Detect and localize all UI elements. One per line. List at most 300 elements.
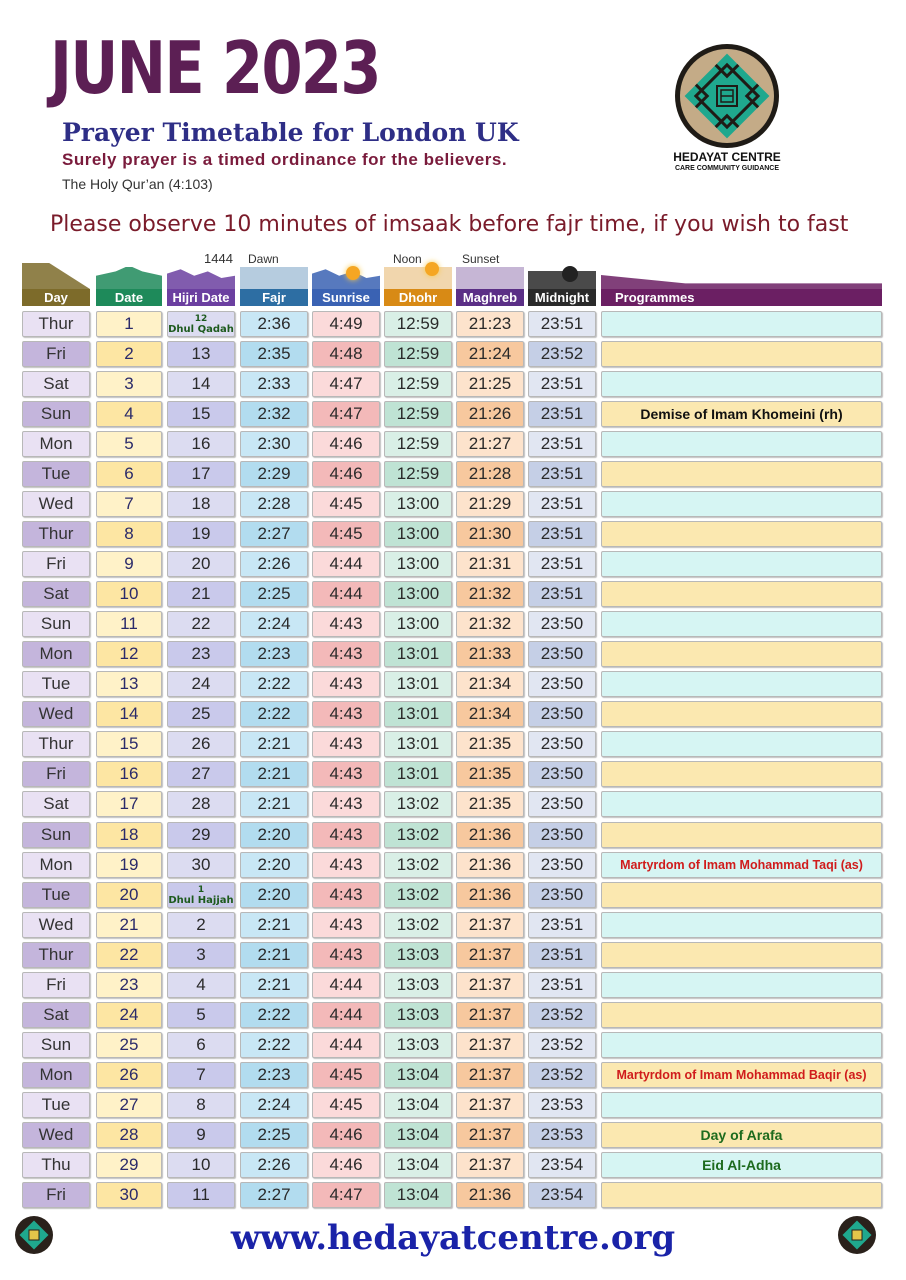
- cell-hijri: 10: [167, 1152, 235, 1178]
- cell-maghreb: 21:31: [456, 551, 524, 577]
- cell-dhohr: 13:04: [384, 1062, 452, 1088]
- cell-hijri: 26: [167, 731, 235, 757]
- cell-hijri: 13: [167, 341, 235, 367]
- cell-maghreb: 21:32: [456, 611, 524, 637]
- cell-date: 18: [96, 822, 162, 848]
- cell-dhohr: 13:02: [384, 912, 452, 938]
- cell-dhohr: 12:59: [384, 431, 452, 457]
- cell-dhohr: 13:02: [384, 791, 452, 817]
- cell-prog: [601, 641, 882, 667]
- cell-date: 25: [96, 1032, 162, 1058]
- cell-maghreb: 21:25: [456, 371, 524, 397]
- cell-dhohr: 13:00: [384, 491, 452, 517]
- cell-dhohr: 13:00: [384, 611, 452, 637]
- cell-day: Wed: [22, 1122, 90, 1148]
- cell-fajr: 2:21: [240, 972, 308, 998]
- cell-hijri: 6: [167, 1032, 235, 1058]
- cell-maghreb: 21:35: [456, 731, 524, 757]
- cell-maghreb: 21:37: [456, 912, 524, 938]
- cell-sunrise: 4:43: [312, 701, 380, 727]
- cell-sunrise: 4:48: [312, 341, 380, 367]
- hijri-month-name: Dhul Qadah: [168, 324, 234, 335]
- column-header-label: Sunrise: [312, 289, 380, 306]
- cell-hijri: 25: [167, 701, 235, 727]
- cell-fajr: 2:25: [240, 1122, 308, 1148]
- cell-hijri: 27: [167, 761, 235, 787]
- cell-fajr: 2:24: [240, 1092, 308, 1118]
- cell-day: Sun: [22, 822, 90, 848]
- logo-name: HEDAYAT CENTRE: [673, 150, 781, 164]
- column-header-label: Programmes: [601, 289, 882, 306]
- cell-day: Sat: [22, 371, 90, 397]
- column-header-prog: [601, 246, 882, 306]
- cell-fajr: 2:32: [240, 401, 308, 427]
- cell-day: Sun: [22, 401, 90, 427]
- cell-fajr: 2:23: [240, 641, 308, 667]
- cell-dhohr: 12:59: [384, 401, 452, 427]
- cell-day: Thur: [22, 521, 90, 547]
- cell-date: 6: [96, 461, 162, 487]
- cell-midnight: 23:50: [528, 791, 596, 817]
- cell-hijri: 22: [167, 611, 235, 637]
- cell-prog: [601, 611, 882, 637]
- cell-sunrise: 4:43: [312, 852, 380, 878]
- cell-day: Thur: [22, 942, 90, 968]
- column-header-label: Maghreb: [456, 289, 524, 306]
- cell-fajr: 2:29: [240, 461, 308, 487]
- cell-day: Mon: [22, 641, 90, 667]
- cell-dhohr: 13:04: [384, 1122, 452, 1148]
- column-header-label: Date: [96, 289, 162, 306]
- cell-prog: [601, 701, 882, 727]
- cell-sunrise: 4:43: [312, 882, 380, 908]
- cell-hijri: 8: [167, 1092, 235, 1118]
- cell-midnight: 23:50: [528, 701, 596, 727]
- cell-hijri: 3: [167, 942, 235, 968]
- cell-hijri: 14: [167, 371, 235, 397]
- cell-dhohr: 12:59: [384, 461, 452, 487]
- cell-dhohr: 13:02: [384, 882, 452, 908]
- cell-fajr: 2:25: [240, 581, 308, 607]
- cell-hijri: 23: [167, 641, 235, 667]
- cell-fajr: 2:21: [240, 761, 308, 787]
- cell-dhohr: 13:00: [384, 521, 452, 547]
- cell-fajr: 2:23: [240, 1062, 308, 1088]
- cell-fajr: 2:22: [240, 701, 308, 727]
- cell-prog: [601, 1092, 882, 1118]
- cell-sunrise: 4:49: [312, 311, 380, 337]
- cell-midnight: 23:51: [528, 551, 596, 577]
- cell-midnight: 23:50: [528, 882, 596, 908]
- cell-prog: Demise of Imam Khomeini (rh): [601, 401, 882, 427]
- cell-hijri: 18: [167, 491, 235, 517]
- header-shape: [96, 267, 162, 289]
- cell-sunrise: 4:45: [312, 491, 380, 517]
- cell-midnight: 23:53: [528, 1092, 596, 1118]
- cell-date: 23: [96, 972, 162, 998]
- cell-day: Thu: [22, 1152, 90, 1178]
- cell-date: 14: [96, 701, 162, 727]
- cell-day: Sat: [22, 791, 90, 817]
- cell-prog: [601, 1182, 882, 1208]
- cell-sunrise: 4:45: [312, 1062, 380, 1088]
- column-header-label: Hijri Date: [167, 289, 235, 306]
- cell-maghreb: 21:37: [456, 942, 524, 968]
- cell-prog: [601, 1032, 882, 1058]
- cell-sunrise: 4:46: [312, 1152, 380, 1178]
- cell-midnight: 23:54: [528, 1182, 596, 1208]
- cell-day: Thur: [22, 731, 90, 757]
- cell-fajr: 2:33: [240, 371, 308, 397]
- cell-hijri: 11: [167, 1182, 235, 1208]
- cell-sunrise: 4:46: [312, 1122, 380, 1148]
- cell-sunrise: 4:43: [312, 912, 380, 938]
- cell-day: Tue: [22, 461, 90, 487]
- cell-fajr: 2:30: [240, 431, 308, 457]
- cell-maghreb: 21:29: [456, 491, 524, 517]
- cell-midnight: 23:51: [528, 431, 596, 457]
- cell-sunrise: 4:47: [312, 371, 380, 397]
- hedayat-logo-icon: [673, 42, 781, 150]
- cell-hijri: 24: [167, 671, 235, 697]
- cell-fajr: 2:21: [240, 731, 308, 757]
- cell-midnight: 23:52: [528, 341, 596, 367]
- cell-midnight: 23:52: [528, 1002, 596, 1028]
- cell-maghreb: 21:32: [456, 581, 524, 607]
- cell-midnight: 23:51: [528, 581, 596, 607]
- cell-sunrise: 4:44: [312, 972, 380, 998]
- header-shape: [384, 267, 452, 289]
- cell-day: Sat: [22, 1002, 90, 1028]
- cell-maghreb: 21:26: [456, 401, 524, 427]
- cell-fajr: 2:26: [240, 551, 308, 577]
- cell-hijri: 16: [167, 431, 235, 457]
- cell-dhohr: 13:00: [384, 551, 452, 577]
- cell-sunrise: 4:44: [312, 581, 380, 607]
- cell-maghreb: 21:37: [456, 1122, 524, 1148]
- cell-prog: [601, 431, 882, 457]
- cell-hijri: 15: [167, 401, 235, 427]
- cell-fajr: 2:20: [240, 882, 308, 908]
- cell-maghreb: 21:35: [456, 791, 524, 817]
- cell-dhohr: 13:00: [384, 581, 452, 607]
- column-header-label: Day: [22, 289, 90, 306]
- cell-hijri: 2: [167, 912, 235, 938]
- cell-prog: [601, 461, 882, 487]
- cell-sunrise: 4:47: [312, 401, 380, 427]
- cell-prog: [601, 341, 882, 367]
- cell-date: 20: [96, 882, 162, 908]
- header-shape: [456, 267, 524, 289]
- cell-date: 30: [96, 1182, 162, 1208]
- cell-day: Fri: [22, 551, 90, 577]
- cell-sunrise: 4:44: [312, 551, 380, 577]
- cell-prog: [601, 521, 882, 547]
- cell-sunrise: 4:43: [312, 641, 380, 667]
- cell-dhohr: 13:04: [384, 1092, 452, 1118]
- cell-date: 19: [96, 852, 162, 878]
- cell-prog: [601, 311, 882, 337]
- cell-midnight: 23:51: [528, 521, 596, 547]
- cell-maghreb: 21:36: [456, 852, 524, 878]
- header-shape: [240, 267, 308, 289]
- column-header-label: Dhohr: [384, 289, 452, 306]
- cell-prog: Eid Al-Adha: [601, 1152, 882, 1178]
- cell-date: 24: [96, 1002, 162, 1028]
- noon-label: Noon: [393, 252, 422, 266]
- cell-day: Mon: [22, 852, 90, 878]
- cell-midnight: 23:53: [528, 1122, 596, 1148]
- cell-date: 10: [96, 581, 162, 607]
- cell-hijri: 21: [167, 581, 235, 607]
- website-link[interactable]: www.hedayatcentre.org: [230, 1218, 676, 1258]
- hijri-year-label: 1444: [204, 251, 233, 266]
- cell-dhohr: 13:02: [384, 852, 452, 878]
- cell-day: Sun: [22, 1032, 90, 1058]
- cell-maghreb: 21:37: [456, 1002, 524, 1028]
- cell-date: 12: [96, 641, 162, 667]
- cell-maghreb: 21:23: [456, 311, 524, 337]
- cell-hijri: 19: [167, 521, 235, 547]
- cell-day: Fri: [22, 1182, 90, 1208]
- cell-day: Mon: [22, 1062, 90, 1088]
- cell-midnight: 23:50: [528, 611, 596, 637]
- column-header-label: Midnight: [528, 289, 596, 306]
- cell-prog: Day of Arafa: [601, 1122, 882, 1148]
- cell-fajr: 2:28: [240, 491, 308, 517]
- cell-prog: [601, 761, 882, 787]
- cell-fajr: 2:20: [240, 822, 308, 848]
- cell-midnight: 23:50: [528, 822, 596, 848]
- cell-date: 21: [96, 912, 162, 938]
- cell-maghreb: 21:30: [456, 521, 524, 547]
- cell-midnight: 23:51: [528, 912, 596, 938]
- cell-sunrise: 4:43: [312, 731, 380, 757]
- column-header-label: Fajr: [240, 289, 308, 306]
- cell-prog: [601, 972, 882, 998]
- cell-hijri: 20: [167, 551, 235, 577]
- cell-midnight: 23:50: [528, 671, 596, 697]
- cell-hijri: 9: [167, 1122, 235, 1148]
- cell-maghreb: 21:24: [456, 341, 524, 367]
- cell-maghreb: 21:36: [456, 1182, 524, 1208]
- cell-midnight: 23:54: [528, 1152, 596, 1178]
- logo-tagline: CARE COMMUNITY GUIDANCE: [674, 165, 780, 172]
- sunset-label: Sunset: [462, 252, 500, 266]
- column-header-day: [22, 246, 90, 306]
- cell-day: Sat: [22, 581, 90, 607]
- cell-fajr: 2:21: [240, 912, 308, 938]
- cell-fajr: 2:22: [240, 1002, 308, 1028]
- cell-fajr: 2:27: [240, 521, 308, 547]
- cell-maghreb: 21:37: [456, 1092, 524, 1118]
- cell-dhohr: 13:04: [384, 1182, 452, 1208]
- cell-hijri: 29: [167, 822, 235, 848]
- cell-date: 13: [96, 671, 162, 697]
- cell-fajr: 2:26: [240, 1152, 308, 1178]
- cell-sunrise: 4:45: [312, 521, 380, 547]
- cell-maghreb: 21:36: [456, 822, 524, 848]
- cell-date: 15: [96, 731, 162, 757]
- cell-day: Tue: [22, 882, 90, 908]
- cell-prog: [601, 551, 882, 577]
- cell-midnight: 23:52: [528, 1032, 596, 1058]
- cell-day: Tue: [22, 671, 90, 697]
- imsaak-notice: Please observe 10 minutes of imsaak before fajr time, if you wish to fast: [50, 212, 849, 237]
- cell-day: Thur: [22, 311, 90, 337]
- cell-date: 2: [96, 341, 162, 367]
- cell-maghreb: 21:35: [456, 761, 524, 787]
- cell-dhohr: 13:01: [384, 701, 452, 727]
- cell-fajr: 2:22: [240, 671, 308, 697]
- cell-day: Mon: [22, 431, 90, 457]
- midnight-moon-icon: [562, 266, 578, 282]
- cell-sunrise: 4:43: [312, 671, 380, 697]
- cell-day: Fri: [22, 972, 90, 998]
- cell-sunrise: 4:45: [312, 1092, 380, 1118]
- cell-date: 3: [96, 371, 162, 397]
- cell-fajr: 2:21: [240, 942, 308, 968]
- cell-maghreb: 21:27: [456, 431, 524, 457]
- quote-source: The Holy Qur’an (4:103): [62, 176, 213, 192]
- cell-prog: [601, 671, 882, 697]
- sunrise-sun-icon: [346, 266, 360, 280]
- cell-dhohr: 13:02: [384, 822, 452, 848]
- cell-sunrise: 4:43: [312, 761, 380, 787]
- header-shape: [22, 263, 90, 289]
- cell-sunrise: 4:43: [312, 791, 380, 817]
- noon-sun-icon: [425, 262, 439, 276]
- cell-prog: Martyrdom of Imam Mohammad Taqi (as): [601, 852, 882, 878]
- cell-date: 29: [96, 1152, 162, 1178]
- cell-maghreb: 21:34: [456, 701, 524, 727]
- cell-date: 26: [96, 1062, 162, 1088]
- cell-day: Fri: [22, 761, 90, 787]
- cell-midnight: 23:51: [528, 491, 596, 517]
- cell-fajr: 2:24: [240, 611, 308, 637]
- cell-dhohr: 13:03: [384, 1002, 452, 1028]
- cell-midnight: 23:50: [528, 731, 596, 757]
- cell-midnight: 23:51: [528, 311, 596, 337]
- cell-dhohr: 13:01: [384, 731, 452, 757]
- cell-prog: Martyrdom of Imam Mohammad Baqir (as): [601, 1062, 882, 1088]
- cell-hijri: 5: [167, 1002, 235, 1028]
- cell-prog: [601, 491, 882, 517]
- cell-fajr: 2:20: [240, 852, 308, 878]
- cell-date: 1: [96, 311, 162, 337]
- cell-date: 4: [96, 401, 162, 427]
- cell-dhohr: 13:04: [384, 1152, 452, 1178]
- cell-date: 9: [96, 551, 162, 577]
- cell-prog: [601, 882, 882, 908]
- cell-prog: [601, 822, 882, 848]
- cell-dhohr: 13:03: [384, 1032, 452, 1058]
- cell-midnight: 23:52: [528, 1062, 596, 1088]
- cell-dhohr: 12:59: [384, 371, 452, 397]
- cell-hijri: 7: [167, 1062, 235, 1088]
- cell-midnight: 23:51: [528, 942, 596, 968]
- cell-midnight: 23:51: [528, 371, 596, 397]
- cell-prog: [601, 731, 882, 757]
- column-header-date: [96, 246, 162, 306]
- cell-maghreb: 21:36: [456, 882, 524, 908]
- hijri-month-name: Dhul Hajjah: [168, 894, 234, 906]
- cell-midnight: 23:50: [528, 641, 596, 667]
- cell-dhohr: 13:01: [384, 641, 452, 667]
- cell-maghreb: 21:37: [456, 1032, 524, 1058]
- cell-midnight: 23:51: [528, 972, 596, 998]
- cell-maghreb: 21:37: [456, 1062, 524, 1088]
- cell-hijri: 4: [167, 972, 235, 998]
- cell-sunrise: 4:46: [312, 461, 380, 487]
- subtitle: Prayer Timetable for London UK: [62, 118, 519, 147]
- hijri-month-day: 1: [197, 884, 205, 895]
- cell-maghreb: 21:34: [456, 671, 524, 697]
- dawn-label: Dawn: [248, 252, 279, 266]
- cell-hijri: 17: [167, 461, 235, 487]
- cell-date: 27: [96, 1092, 162, 1118]
- cell-sunrise: 4:43: [312, 611, 380, 637]
- cell-dhohr: 12:59: [384, 341, 452, 367]
- cell-prog: [601, 581, 882, 607]
- header-shape: [601, 275, 882, 289]
- cell-hijri: [167, 882, 235, 908]
- cell-prog: [601, 371, 882, 397]
- cell-maghreb: 21:37: [456, 972, 524, 998]
- cell-date: 5: [96, 431, 162, 457]
- cell-midnight: 23:50: [528, 852, 596, 878]
- cell-dhohr: 12:59: [384, 311, 452, 337]
- cell-day: Sun: [22, 611, 90, 637]
- hijri-month-day: 12: [194, 314, 208, 324]
- cell-sunrise: 4:46: [312, 431, 380, 457]
- header-shape: [167, 267, 235, 289]
- cell-dhohr: 13:03: [384, 972, 452, 998]
- cell-date: 17: [96, 791, 162, 817]
- cell-maghreb: 21:33: [456, 641, 524, 667]
- cell-day: Wed: [22, 701, 90, 727]
- cell-fajr: 2:21: [240, 791, 308, 817]
- cell-fajr: 2:27: [240, 1182, 308, 1208]
- cell-midnight: 23:50: [528, 761, 596, 787]
- cell-prog: [601, 942, 882, 968]
- cell-date: 28: [96, 1122, 162, 1148]
- cell-maghreb: 21:28: [456, 461, 524, 487]
- cell-sunrise: 4:44: [312, 1002, 380, 1028]
- cell-sunrise: 4:43: [312, 822, 380, 848]
- cell-prog: [601, 791, 882, 817]
- cell-day: Wed: [22, 912, 90, 938]
- cell-day: Fri: [22, 341, 90, 367]
- cell-date: 7: [96, 491, 162, 517]
- cell-date: 22: [96, 942, 162, 968]
- cell-day: Tue: [22, 1092, 90, 1118]
- cell-midnight: 23:51: [528, 461, 596, 487]
- cell-date: 11: [96, 611, 162, 637]
- quran-quote: Surely prayer is a timed ordinance for the believers.: [62, 150, 508, 169]
- cell-fajr: 2:22: [240, 1032, 308, 1058]
- cell-midnight: 23:51: [528, 401, 596, 427]
- cell-dhohr: 13:01: [384, 671, 452, 697]
- cell-sunrise: 4:43: [312, 942, 380, 968]
- cell-date: 8: [96, 521, 162, 547]
- cell-sunrise: 4:44: [312, 1032, 380, 1058]
- cell-prog: [601, 1002, 882, 1028]
- cell-prog: [601, 912, 882, 938]
- cell-hijri: [167, 311, 235, 337]
- cell-hijri: 30: [167, 852, 235, 878]
- cell-maghreb: 21:37: [456, 1152, 524, 1178]
